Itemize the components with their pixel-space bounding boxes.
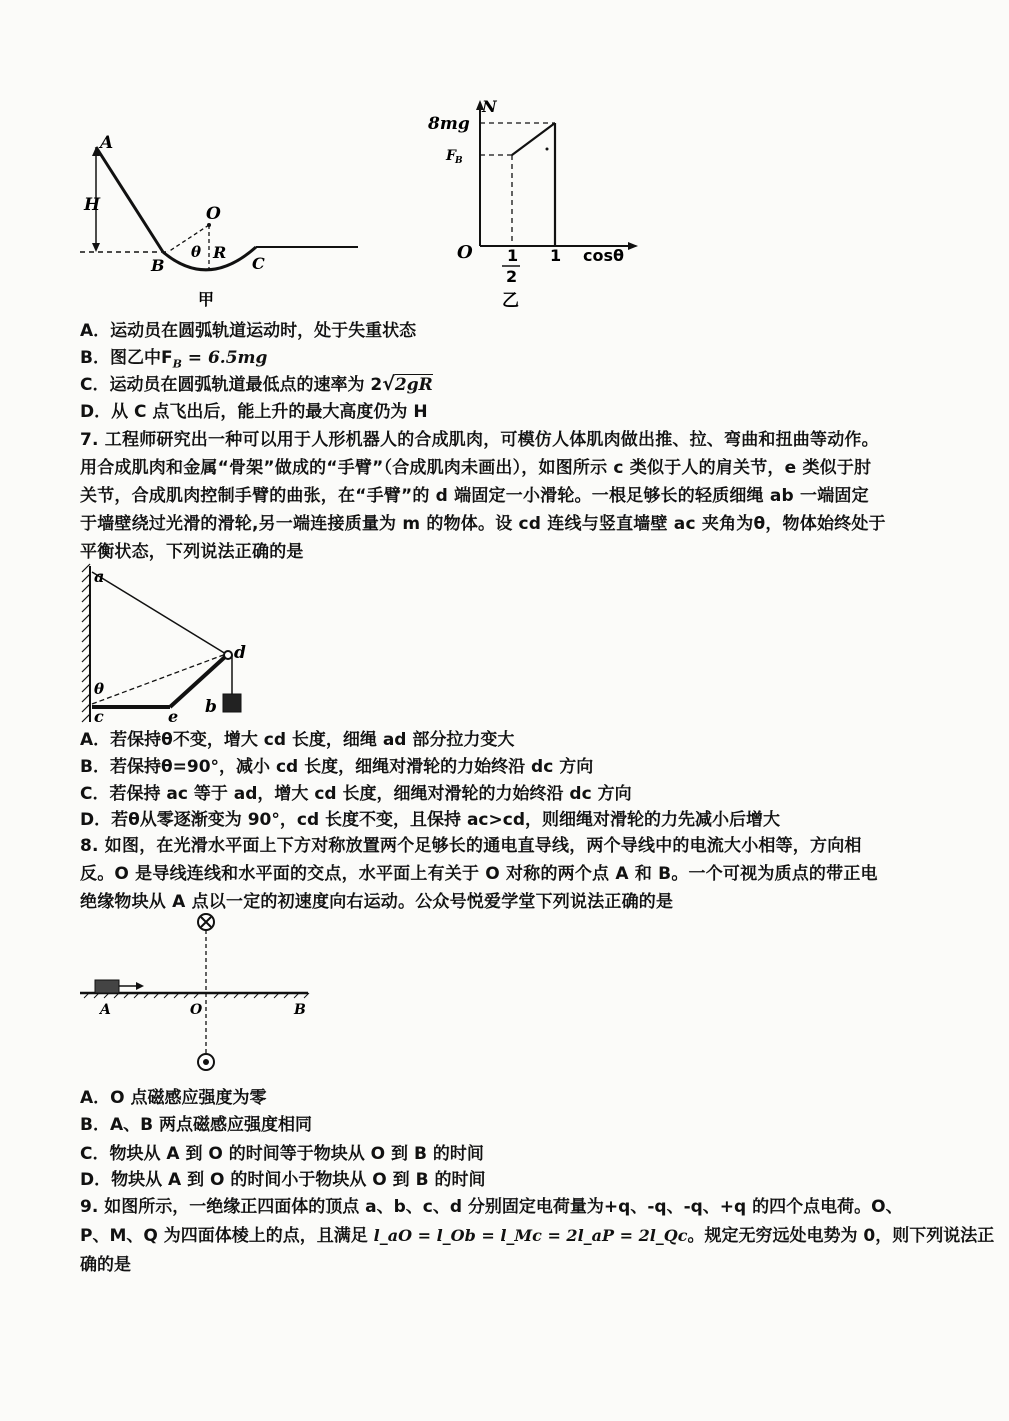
yi-label-F: F: [446, 148, 456, 164]
q8-option-d: D．物块从 A 到 O 的时间小于物块从 O 到 B 的时间: [80, 1170, 486, 1190]
yi-label-1: 1: [550, 246, 562, 265]
yi-label-cos: cosθ: [583, 246, 624, 265]
jia-caption: 甲: [198, 290, 215, 309]
figure-jia: [78, 125, 368, 310]
q9-line-3: 确的是: [80, 1255, 131, 1275]
q8-label-B: B: [294, 1002, 306, 1018]
yi-label-half-den: 2: [506, 267, 518, 286]
jia-label-C: C: [252, 254, 265, 273]
q8-label-O: O: [190, 1002, 203, 1018]
q8-label-A: A: [100, 1002, 111, 1018]
q6-option-a: A．运动员在圆弧轨道运动时，处于失重状态: [80, 321, 417, 341]
q7-label-d: d: [234, 643, 246, 663]
q7-label-c: c: [94, 707, 104, 726]
yi-label-O: O: [457, 242, 473, 263]
q6-option-c: C．运动员在圆弧轨道最低点的速率为 2√2gR: [80, 373, 433, 395]
yi-label-half-num: 1: [507, 246, 519, 265]
q7-label-theta: θ: [94, 680, 105, 698]
q7-option-d: D．若θ从零逐渐变为 90°，cd 长度不变，且保持 ac>cd，则细绳对滑轮的力先减小后增大: [80, 810, 780, 830]
q8-option-a: A．O 点磁感应强度为零: [80, 1088, 267, 1108]
q8-option-b: B．A、B 两点磁感应强度相同: [80, 1115, 312, 1135]
q7-stem: 7. 工程师研究出一种可以用于人形机器人的合成肌肉，可模仿人体肌肉做出推、拉、弯曲和扭曲等动作。 用合成肌肉和金属“骨架”做成的“手臂”（合成肌肉未画出），如图所示 c 类似于人的肩关节，e 类似于肘 关节，合成肌肉控制手臂的曲张，在“手臂”的 d 端固定一小滑轮。一根足够长的轻质细绳 ab 一端固定 于墙壁绕过光滑的滑轮,另一端连接质量为 m 的物体。设 cd 连线与竖直墙壁 ac 夹角为θ，物体始终处于 平衡状态，下列说法正确的是: [80, 430, 886, 562]
jia-label-B: B: [151, 256, 165, 275]
q7-option-a: A．若保持θ不变，增大 cd 长度，细绳 ad 部分拉力变大: [80, 730, 515, 750]
q7-option-c: C．若保持 ac 等于 ad，增大 cd 长度，细绳对滑轮的力始终沿 dc 方向: [80, 784, 632, 804]
yi-label-F-sub: B: [455, 156, 463, 166]
jia-label-H: H: [84, 195, 101, 215]
yi-label-N: N: [482, 98, 497, 116]
q8-option-c: C．物块从 A 到 O 的时间等于物块从 O 到 B 的时间: [80, 1144, 484, 1164]
q7-label-a: a: [94, 567, 105, 586]
q7-option-b: B．若保持θ=90°，减小 cd 长度，细绳对滑轮的力始终沿 dc 方向: [80, 757, 594, 777]
q9-line-2: P、M、Q 为四面体棱上的点，且满足 l_aO = l_Ob = l_Mc = 2l_aP = 2l_Qc。规定无穷远处电势为 0，则下列说法正: [80, 1226, 995, 1246]
q7-label-e: e: [168, 707, 179, 726]
q9-formula: l_aO = l_Ob = l_Mc = 2l_aP = 2l_Qc: [373, 1226, 688, 1245]
figure-q7-arm: [78, 562, 268, 727]
jia-label-theta: θ: [191, 243, 202, 261]
jia-label-R: R: [213, 243, 227, 262]
yi-label-8mg: 8mg: [428, 114, 470, 134]
q8-stem: 8. 如图，在光滑水平面上下方对称放置两个足够长的通电直导线，两个导线中的电流大小相等，方向相 反。O 是导线连线和水平面的交点，水平面上有关于 O 对称的两个点 A 和 B。一个可视为质点的带正电 绝缘物块从 A 点以一定的初速度向右运动。公众号悦爱学堂下列说法正确的是: [80, 836, 878, 912]
q7-label-b: b: [205, 697, 217, 717]
figure-q8-wires: [78, 910, 328, 1080]
figure-yi: [420, 98, 640, 313]
q9-line-1: 9. 如图所示，一绝缘正四面体的顶点 a、b、c、d 分别固定电荷量为+q、-q、-q、+q 的四个点电荷。O、: [80, 1197, 903, 1217]
jia-label-O: O: [206, 204, 221, 224]
q6-option-b: B．图乙中$F_B = 6.5mg$: [80, 348, 268, 371]
jia-label-A: A: [100, 133, 114, 153]
q6-option-d: D．从 C 点飞出后，能上升的最大高度仍为 H: [80, 402, 428, 422]
yi-caption: 乙: [502, 291, 519, 311]
